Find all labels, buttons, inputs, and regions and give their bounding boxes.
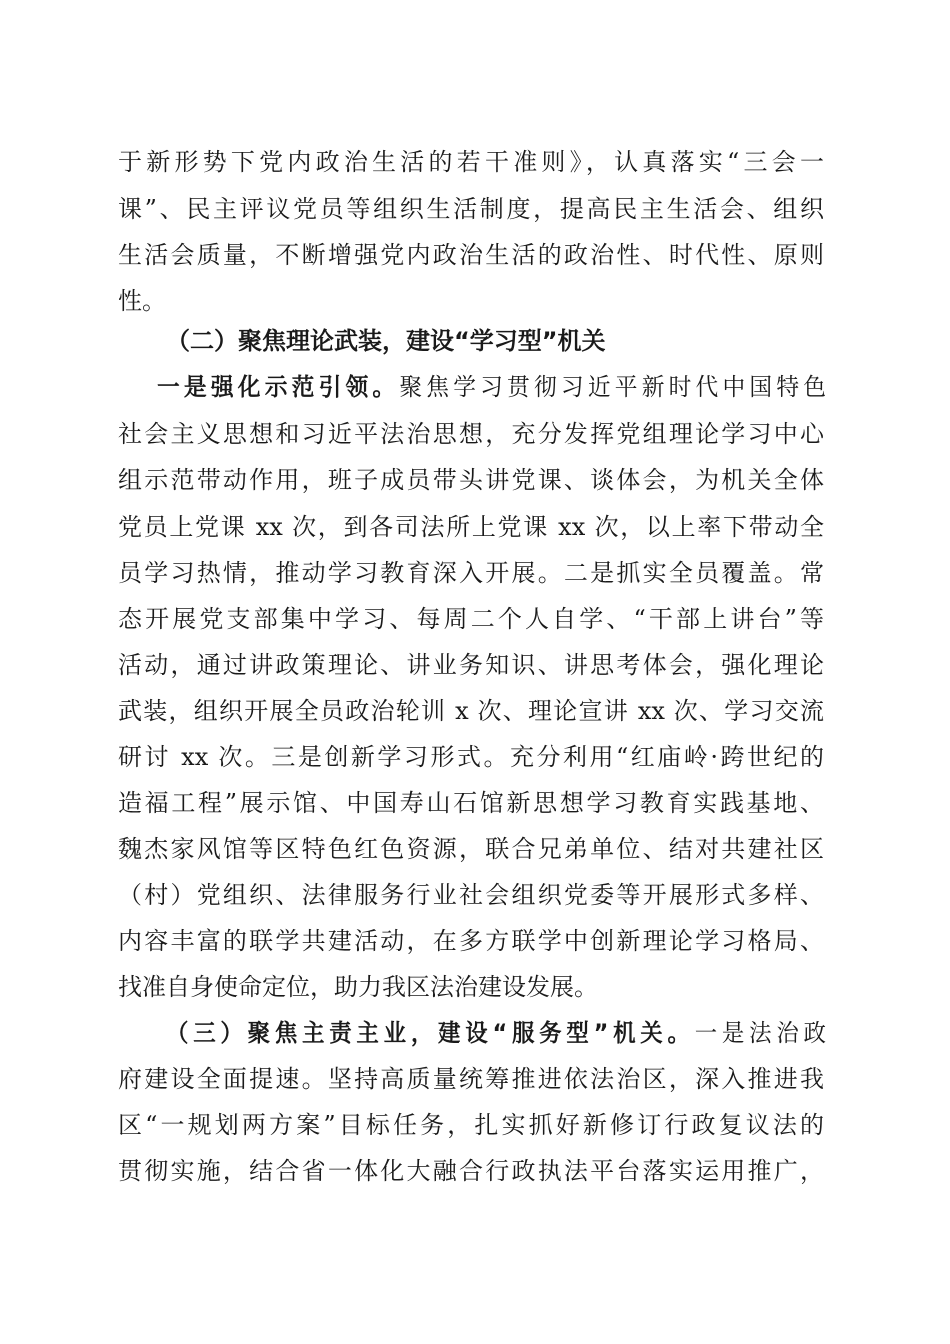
paragraph-line: 生活会质量，不断增强党内政治生活的政治性、时代性、原则	[118, 241, 824, 269]
paragraph-line: 区“一规划两方案”目标任务，扎实抓好新修订行政复议法的	[118, 1111, 824, 1139]
line-text: 一是法治政	[694, 1019, 826, 1047]
paragraph-line: （村）党组织、法律服务行业社会组织党委等开展形式多样、	[118, 881, 824, 909]
paragraph-first-line	[166, 1018, 826, 1048]
paragraph-line: 武装，组织开展全员政治轮训 x 次、理论宣讲 xx 次、学习交流	[118, 697, 824, 725]
paragraph-line: 社会主义思想和习近平法治思想，充分发挥党组理论学习中心	[118, 420, 824, 448]
section-heading: （二）聚焦理论武装，建设“学习型”机关	[166, 327, 606, 355]
paragraph-line: 于新形势下党内政治生活的若干准则》，认真落实“三会一	[118, 148, 824, 176]
paragraph-line: 党员上党课 xx 次，到各司法所上党课 xx 次，以上率下带动全	[118, 513, 824, 541]
paragraph-line: 贯彻实施，结合省一体化大融合行政执法平台落实运用推广，	[118, 1157, 824, 1185]
lead-phrase: 一是强化示范引领。	[157, 373, 400, 401]
paragraph-line: 态开展党支部集中学习、每周二个人自学、“干部上讲台”等	[118, 605, 824, 633]
paragraph-line: 内容丰富的联学共建活动，在多方联学中创新理论学习格局、	[118, 927, 824, 955]
paragraph-line: 找准自身使命定位，助力我区法治建设发展。	[118, 973, 598, 1001]
paragraph-line: 活动，通过讲政策理论、讲业务知识、讲思考体会，强化理论	[118, 651, 824, 679]
paragraph-line: 造福工程”展示馆、中国寿山石馆新思想学习教育实践基地、	[118, 789, 824, 817]
paragraph-line: 员学习热情，推动学习教育深入开展。二是抓实全员覆盖。常	[118, 559, 824, 587]
paragraph-line: 研讨 xx 次。三是创新学习形式。充分利用“红庙岭·跨世纪的	[118, 743, 824, 771]
paragraph-line: 课”、民主评议党员等组织生活制度，提高民主生活会、组织	[118, 195, 824, 223]
line-text: 聚焦学习贯彻习近平新时代中国特色	[399, 373, 827, 401]
paragraph-line: 性。	[118, 287, 166, 315]
paragraph-first-line	[157, 372, 826, 402]
paragraph-line: 组示范带动作用，班子成员带头讲党课、谈体会，为机关全体	[118, 466, 824, 494]
paragraph-line: 府建设全面提速。坚持高质量统筹推进依法治区，深入推进我	[118, 1065, 824, 1093]
paragraph-line: 魏杰家风馆等区特色红色资源，联合兄弟单位、结对共建社区	[118, 835, 824, 863]
lead-phrase: （三）聚焦主责主业，建设“服务型”机关。	[166, 1019, 695, 1047]
